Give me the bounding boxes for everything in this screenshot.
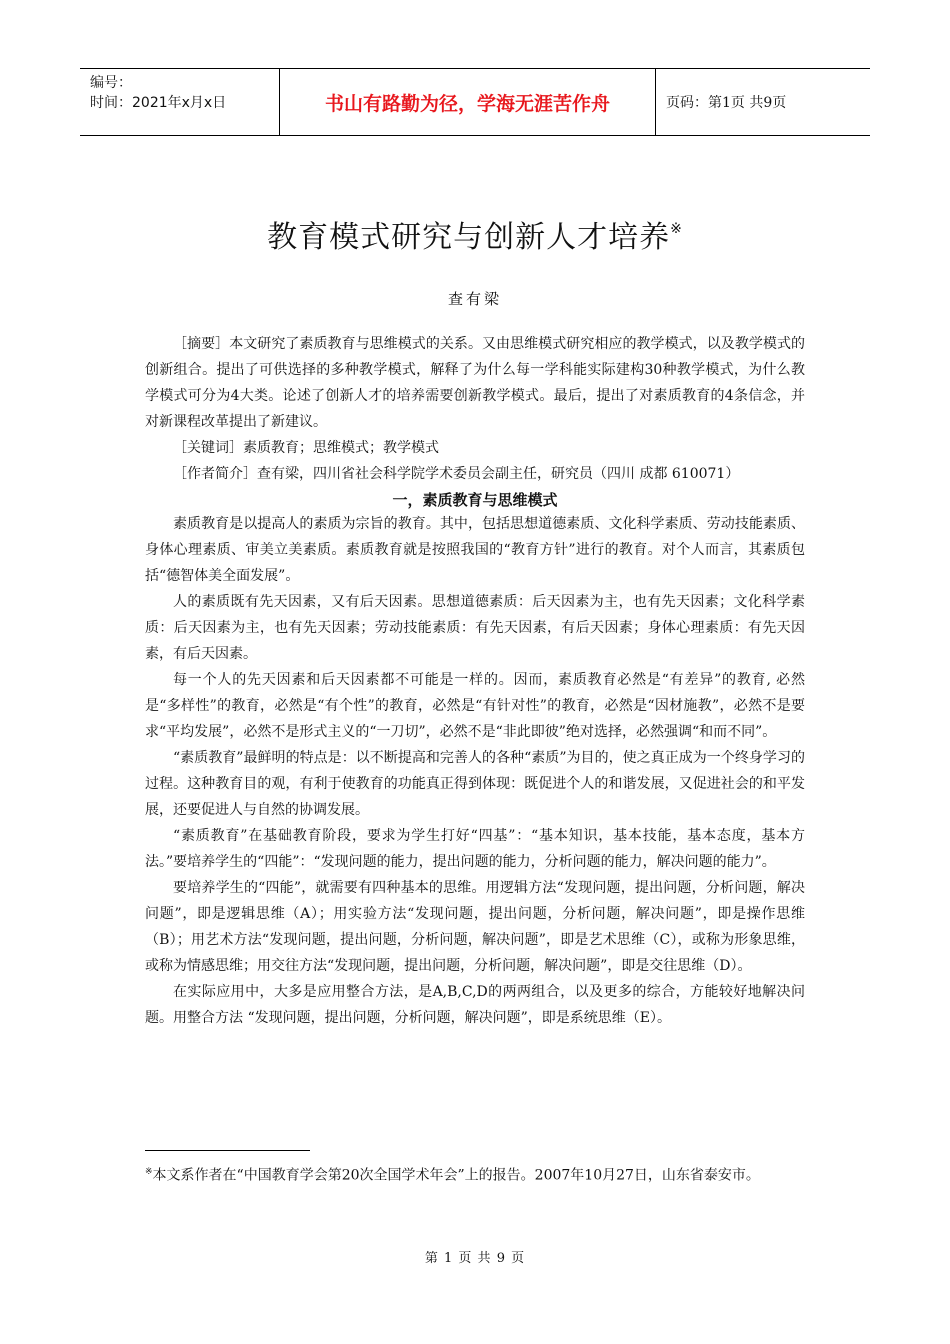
abstract-text: 本文研究了素质教育与思维模式的关系。又由思维模式研究相应的教学模式，以及教学模式的创新组合。提出了可供选择的多种教学模式，解释了为什么每一学科能实际建构30种教学模式，为什么教学模式可分为4大类。论述了创新人才的培养需要创新教学模式。最后，提出了对素质教育的4条信念，并对新课程改革提出了新建议。 <box>145 336 806 430</box>
paragraph: “素质教育”最鲜明的特点是：以不断提高和完善人的各种“素质”为目的，使之真正成为一个终身学习的过程。这种教育目的观，有利于使教育的功能真正得到体现：既促进个人的和谐发展，又促进社会的和平发展，还要促进人与自然的协调发展。 <box>145 750 805 818</box>
header-table <box>80 68 870 136</box>
abstract-label: ［摘要］ <box>173 336 230 352</box>
doc-number-label: 编号： <box>90 75 132 91</box>
paragraph: 要培养学生的“四能”，就需要有四种基本的思维。用逻辑方法“发现问题，提出问题，分析问题，解决问题”，即是逻辑思维（A）；用实验方法“发现问题，提出问题，分析问题，解决问题”，即是操作思维（B）；用艺术方法“发现问题，提出问题，分析问题，解决问题”，即是艺术思维（C），或称为形象思维，或称为情感思维；用交往方法“发现问题，提出问题，分析问题，解决问题”，即是交往思维（D）。 <box>145 880 805 974</box>
section-heading: 一，素质教育与思维模式 <box>392 491 558 509</box>
footnote-mark: ※ <box>145 1167 153 1177</box>
keywords-text: 素质教育；思维模式；教学模式 <box>243 440 439 456</box>
title-text: 教育模式研究与创新人才培养 <box>267 220 671 255</box>
article-body <box>145 331 805 1031</box>
paragraph: 素质教育是以提高人的素质为宗旨的教育。其中，包括思想道德素质、文化科学素质、劳动技能素质、身体心理素质、审美立美素质。素质教育就是按照我国的“教育方针”进行的教育。对个人而言，其素质包括“德智体美全面发展”。 <box>145 516 805 584</box>
author-bio <box>145 461 805 487</box>
author-bio-text: 查有梁，四川省社会科学院学术委员会副主任，研究员（四川 成都 610071） <box>257 466 740 482</box>
page-number: 第 1 页 共 9 页 <box>424 1251 526 1266</box>
paragraph: 每一个人的先天因素和后天因素都不可能是一样的。因而，素质教育必然是“有差异”的教育, 必然是“多样性”的教育，必然是“有个性”的教育，必然是“有针对性”的教育，必然是“因材施教”，必然不是要求“平均发展”，必然不是形式主义的“一刀切”，必然不是“非此即彼”绝对选择，必然强调“和而不同”。 <box>145 672 805 740</box>
title-footnote-mark: ※ <box>670 221 683 237</box>
header-motto: 书山有路勤为径，学海无涯苦作舟 <box>280 69 656 135</box>
footnote-text: 本文系作者在“中国教育学会第20次全国学术年会”上的报告。2007年10月27日，山东省泰安市。 <box>152 1167 760 1184</box>
paragraph: 人的素质既有先天因素，又有后天因素。思想道德素质：后天因素为主，也有先天因素；文化科学素质：后天因素为主，也有先天因素；劳动技能素质：有先天因素，有后天因素；身体心理素质：有先天因素，有后天因素。 <box>145 594 805 662</box>
paragraph: “素质教育”在基础教育阶段，要求为学生打好“四基”：“基本知识，基本技能，基本态度，基本方法。”要培养学生的“四能”：“发现问题的能力，提出问题的能力，分析问题的能力，解决问题的能力”。 <box>145 828 805 870</box>
page-title <box>0 212 950 256</box>
header-page-info: 页码：第1页 共9页 <box>666 95 787 111</box>
author-bio-label: ［作者简介］ <box>173 466 257 482</box>
footnote <box>145 1158 805 1190</box>
footnote-divider <box>145 1150 310 1151</box>
keywords-label: ［关键词］ <box>173 440 243 456</box>
header-meta <box>80 69 280 135</box>
paragraph: 在实际应用中，大多是应用整合方法，是A,B,C,D的两两组合，以及更多的综合，方能较好地解决问题。用整合方法 “发现问题，提出问题，分析问题，解决问题”，即是系统思维（E）。 <box>145 984 805 1026</box>
doc-time-label: 时间：2021年x月x日 <box>90 95 227 111</box>
keywords <box>145 435 805 461</box>
author-name: 查有梁 <box>447 290 502 308</box>
abstract <box>145 331 805 435</box>
